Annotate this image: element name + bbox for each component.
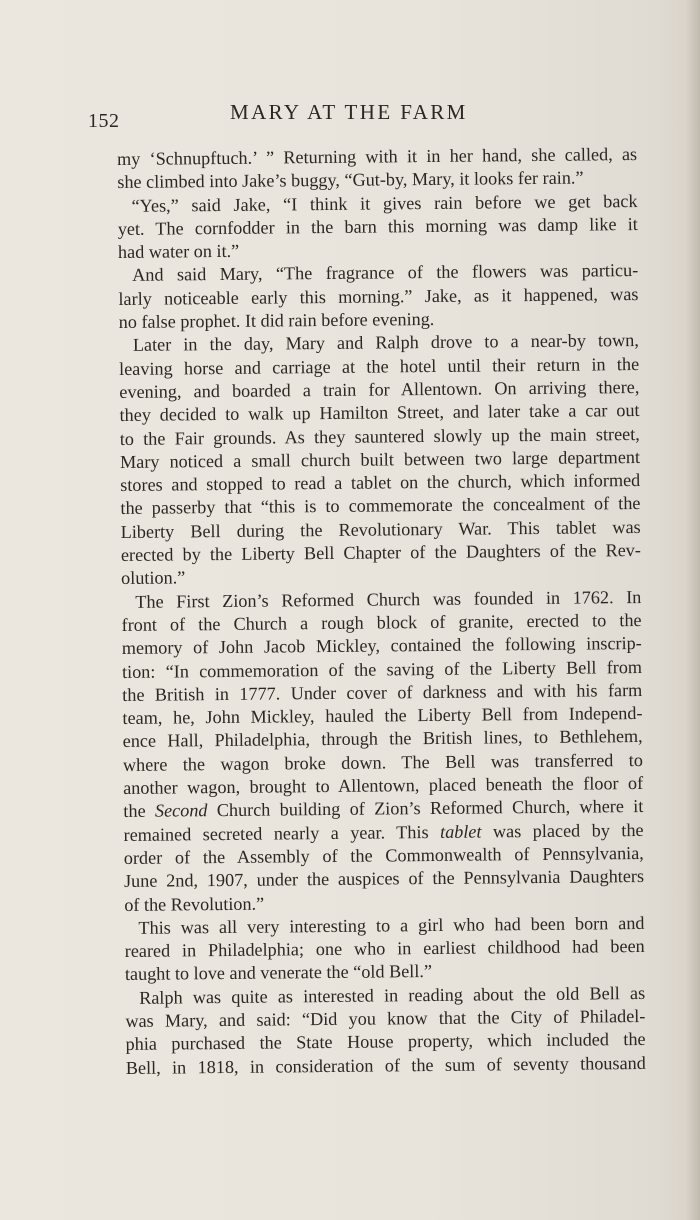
text-line: Bell, in 1818, in consideration of the sum of seventy thousand: [125, 1052, 646, 1078]
text-line: evening, and boarded a train for Allentown. On arriving there,: [119, 376, 640, 402]
text-line: ence Hall, Philadelphia, through the British lines, to Bethlehem,: [122, 726, 643, 752]
text-line: the Second Church building of Zion’s Reformed Church, where it: [123, 796, 644, 822]
text-line: the passerby that “this is to commemorate the concealment of the: [120, 493, 641, 519]
text-line: remained secreted nearly a year. This tablet was placed by the: [123, 819, 644, 845]
page-edge-shadow: [686, 0, 700, 1220]
text-line: yet. The cornfodder in the barn this morning was damp like it: [117, 213, 638, 239]
text-line: This was all very interesting to a girl who had been born and: [138, 912, 645, 938]
text-line: Ralph was quite as interested in reading about the old Bell as: [139, 982, 646, 1008]
text-line: And said Mary, “The fragrance of the flowers was particu-: [132, 260, 639, 286]
text-line: another wagon, brought to Allentown, placed beneath the floor of: [123, 772, 644, 798]
text-line: order of the Assembly of the Commonwealth of Pennsylvania,: [123, 842, 644, 868]
running-title: MARY AT THE FARM: [230, 100, 468, 124]
text-line: team, he, John Mickley, hauled the Liberty Bell from Independ-: [122, 703, 643, 729]
text-line: was Mary, and said: “Did you know that the City of Philadel-: [125, 1005, 646, 1031]
text-line: memory of John Jacob Mickley, contained the following inscrip-: [121, 633, 642, 659]
text-line: tion: “In commemoration of the saving of the Liberty Bell from: [121, 656, 643, 682]
text-line: my ‘Schnupftuch.’ ” Returning with it in her hand, she called, as: [117, 144, 638, 169]
text-line: Later in the day, Mary and Ralph drove to a near-by town,: [132, 330, 639, 356]
text-line: The First Zion’s Reformed Church was founded in 1762. In: [135, 586, 642, 612]
text-line: “Yes,” said Jake, “I think it gives rain before we get back: [131, 190, 638, 216]
body-text: [117, 143, 646, 1080]
text-line: Mary noticed a small church built between two large department: [119, 446, 641, 472]
page-number: 152: [88, 110, 120, 132]
text-line: erected by the Liberty Bell Chapter of the Daughters of the Rev-: [120, 540, 641, 566]
text-line: to the Fair grounds. As they sauntered slowly up the main street,: [119, 423, 640, 449]
text-line: reared in Philadelphia; one who in earliest childhood had been: [124, 936, 645, 962]
text-line: larly noticeable early this morning.” Jake, as it happened, was: [118, 283, 639, 309]
text-line: olution.”: [121, 567, 186, 589]
text-line: they decided to walk up Hamilton Street, and later take a car out: [119, 400, 640, 426]
text-line: Liberty Bell during the Revolutionary War. This tablet was: [120, 516, 641, 542]
text-line: of the Revolution.”: [124, 893, 265, 915]
text-line: taught to love and venerate the “old Bell.”: [124, 961, 433, 985]
text-line: June 2nd, 1907, under the auspices of the Pennsylvania Daughters: [123, 866, 645, 892]
text-line: stores and stopped to read a tablet on the church, which informed: [120, 470, 641, 496]
text-line: where the wagon broke down. The Bell was transferred to: [122, 749, 643, 775]
text-line: leaving horse and carriage at the hotel until their return in the: [119, 353, 640, 379]
text-line: the British in 1777. Under cover of darkness and with his farm: [122, 679, 643, 705]
text-line: had water on it.”: [117, 241, 240, 263]
text-line: no false prophet. It did rain before evening.: [118, 309, 435, 333]
text-line: phia purchased the State House property, which included the: [125, 1029, 646, 1055]
text-line: she climbed into Jake’s buggy, “Gut-by, Mary, it looks fer rain.”: [117, 167, 584, 193]
text-line: front of the Church a rough block of granite, erected to the: [121, 609, 642, 635]
page-header: [84, 96, 644, 136]
